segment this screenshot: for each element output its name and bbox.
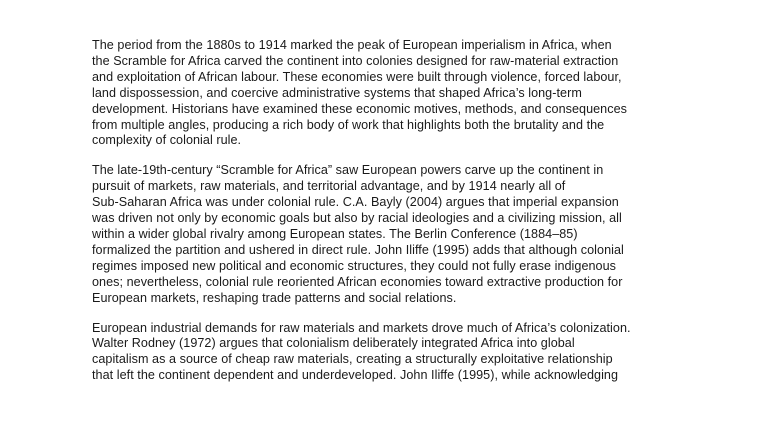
text-line: Sub-Saharan Africa was under colonial rule. C.A. Bayly (2004) argues that imperial expansion [92,195,619,210]
text-line: The late-19th-century “Scramble for Africa” saw European powers carve up the continent in [92,163,604,178]
text-line: pursuit of markets, raw materials, and territorial advantage, and by 1914 nearly all of [92,179,566,194]
text-line: The period from the 1880s to 1914 marked the peak of European imperialism in Africa, when [92,38,612,52]
text-line: regimes imposed new political and economic structures, they could not fully erase indigenous [92,258,617,273]
document-body [92,38,712,398]
text-line: capitalism as a source of cheap raw materials, creating a structurally exploitative relationship [92,352,613,367]
text-line: European industrial demands for raw materials and markets drove much of Africa’s colonization. [92,320,631,335]
text-line: the Scramble for Africa carved the continent into colonies designed for raw-material extraction [92,53,619,68]
text-line: ones; nevertheless, colonial rule reoriented African economies toward extractive production for [92,274,623,289]
paragraph-2 [92,163,712,306]
text-line: within a wider global rivalry among European states. The Berlin Conference (1884–85) [92,226,578,241]
text-line: from multiple angles, producing a rich body of work that highlights both the brutality and the [92,117,605,132]
text-line: was driven not only by economic goals but also by racial ideologies and a civilizing mission, all [92,211,622,226]
text-line: and exploitation of African labour. These economies were built through violence, forced labour, [92,69,622,84]
text-line: land dispossession, and coercive administrative systems that shaped Africa’s long-term [92,85,582,100]
text-line: development. Historians have examined these economic motives, methods, and consequences [92,101,627,116]
paragraph-1 [92,38,712,149]
text-line: complexity of colonial rule. [92,133,242,148]
text-line: Walter Rodney (1972) argues that colonialism deliberately integrated Africa into global [92,336,575,351]
text-line: formalized the partition and ushered in direct rule. John Iliffe (1995) adds that although colonial [92,242,624,257]
paragraph-3 [92,321,712,385]
text-line: European markets, reshaping trade patterns and social relations. [92,290,457,305]
text-line: that left the continent dependent and underdeveloped. John Iliffe (1995), while acknowledging [92,368,619,383]
